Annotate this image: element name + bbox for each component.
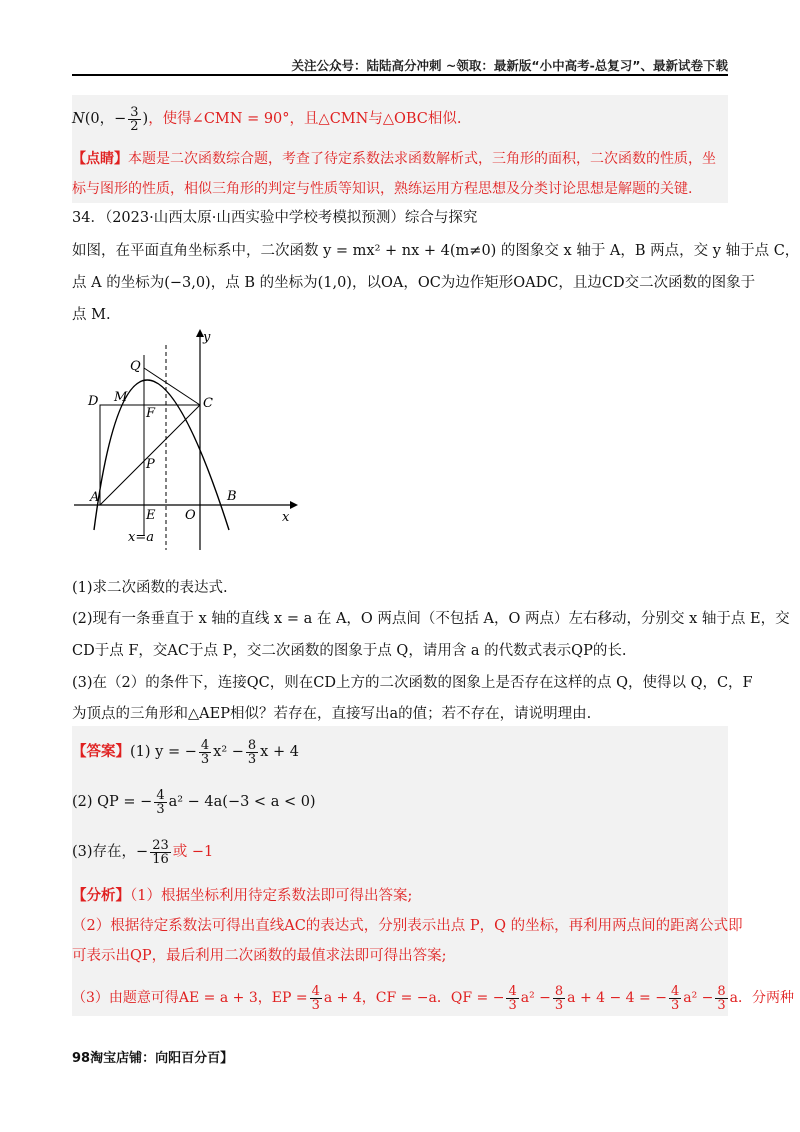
answer-3: (3)存在，− $\frac{23}{16}$ 或 −1 (72, 837, 214, 867)
analysis-line2: （2）根据待定系数法可得出直线AC的表达式，分别表示出点 P，Q 的坐标，再利用两点间的距离公式即 (72, 918, 743, 934)
label-D: D (88, 394, 99, 409)
label-x-equals-a: x=a (128, 530, 154, 545)
analysis-line1: 【分析】（1）根据坐标利用待定系数法即可得出答案; (72, 887, 413, 904)
dianjing-line2: 标与图形的性质，相似三角形的判定与性质等知识，熟练运用方程思想及分类讨论思想是解题的关键. (72, 181, 693, 197)
line-QC (144, 368, 200, 405)
answer-shaded-block (72, 726, 728, 1016)
question-1: (1)求二次函数的表达式. (72, 580, 228, 596)
answer-2: (2) QP = − $\frac{4}{3}$ a² − 4a(−3 < a < 0) (72, 787, 316, 817)
question-3-line2: 为顶点的三角形和△AEP相似？若存在，直接写出a的值；若不存在，请说明理由. (72, 706, 592, 722)
label-O: O (185, 508, 196, 523)
header-divider (72, 74, 728, 76)
question-3-line1: (3)在（2）的条件下，连接QC，则在CD上方的二次函数的图象上是否存在这样的点 Q，使得以 Q，C，F (72, 675, 753, 691)
question-2-line2: CD于点 F，交AC于点 P，交二次函数的图象于点 Q，请用含 a 的代数式表示QP的长. (72, 643, 627, 659)
page-header: 关注公众号：陆陆高分冲刺 ~领取：最新版“小中高考-总复习”、最新试卷下载 (291, 58, 728, 73)
label-B: B (227, 489, 237, 504)
problem-title: 34．（2023·山西太原·山西实验中学校考模拟预测）综合与探究 (72, 210, 478, 226)
label-F: F (146, 406, 156, 421)
fraction: $\frac{3}{2}$ (130, 104, 139, 134)
page-footer: 98淘宝店铺：向阳百分百】 (72, 1051, 234, 1066)
label-C: C (203, 396, 213, 411)
analysis-line3: 可表示出QP，最后利用二次函数的最值求法即可得出答案; (72, 948, 447, 964)
question-2-line1: (2)现有一条垂直于 x 轴的直线 x = a 在 A，O 两点间（不包括 A，O 两点）左右移动，分别交 x 轴于点 E，交 (72, 611, 790, 627)
problem-line1: 如图，在平面直角坐标系中，二次函数 y = mx² + nx + 4(m≠0) 的图象交 x 轴于 A，B 两点，交 y 轴于点 C， (72, 243, 800, 259)
label-E: E (146, 508, 156, 523)
coordinate-figure (72, 325, 302, 555)
label-A: A (90, 490, 100, 505)
label-P: P (146, 457, 155, 472)
problem-line3: 点 M. (72, 307, 111, 323)
label-y: y (203, 330, 211, 345)
label-M: M (114, 390, 128, 405)
label-Q: Q (130, 359, 141, 374)
answer-1: 【答案】(1) y = − $\frac{4}{3}$ x² − $\frac{8}{3}$ x + 4 (72, 737, 299, 767)
x-axis-arrow (290, 501, 298, 509)
dianjing-line1: 【点睛】本题是二次函数综合题，考查了待定系数法求函数解析式，三角形的面积，二次函数的性质，坐 (72, 151, 716, 167)
analysis-line4: （3）由题意可得AE = a + 3，EP = $\frac{4}{3}$ a + 4，CF = −a．QF = − $\frac{4}{3}$ a² − $\frac{8}{3}$ a + 4 − 4 = − $\frac{4}{3}$ a² − $\frac{8}{3}$ a．分两种 (72, 983, 794, 1013)
prev-answer-line: N(0，− $\frac{3}{2}$ )，使得∠CMN = 90°，且△CMN与△OBC相似. (72, 104, 462, 134)
label-x: x (282, 510, 290, 525)
problem-line2: 点 A 的坐标为(−3,0)，点 B 的坐标为(1,0)，以OA，OC为边作矩形OADC，且边CD交二次函数的图象于 (72, 275, 756, 291)
